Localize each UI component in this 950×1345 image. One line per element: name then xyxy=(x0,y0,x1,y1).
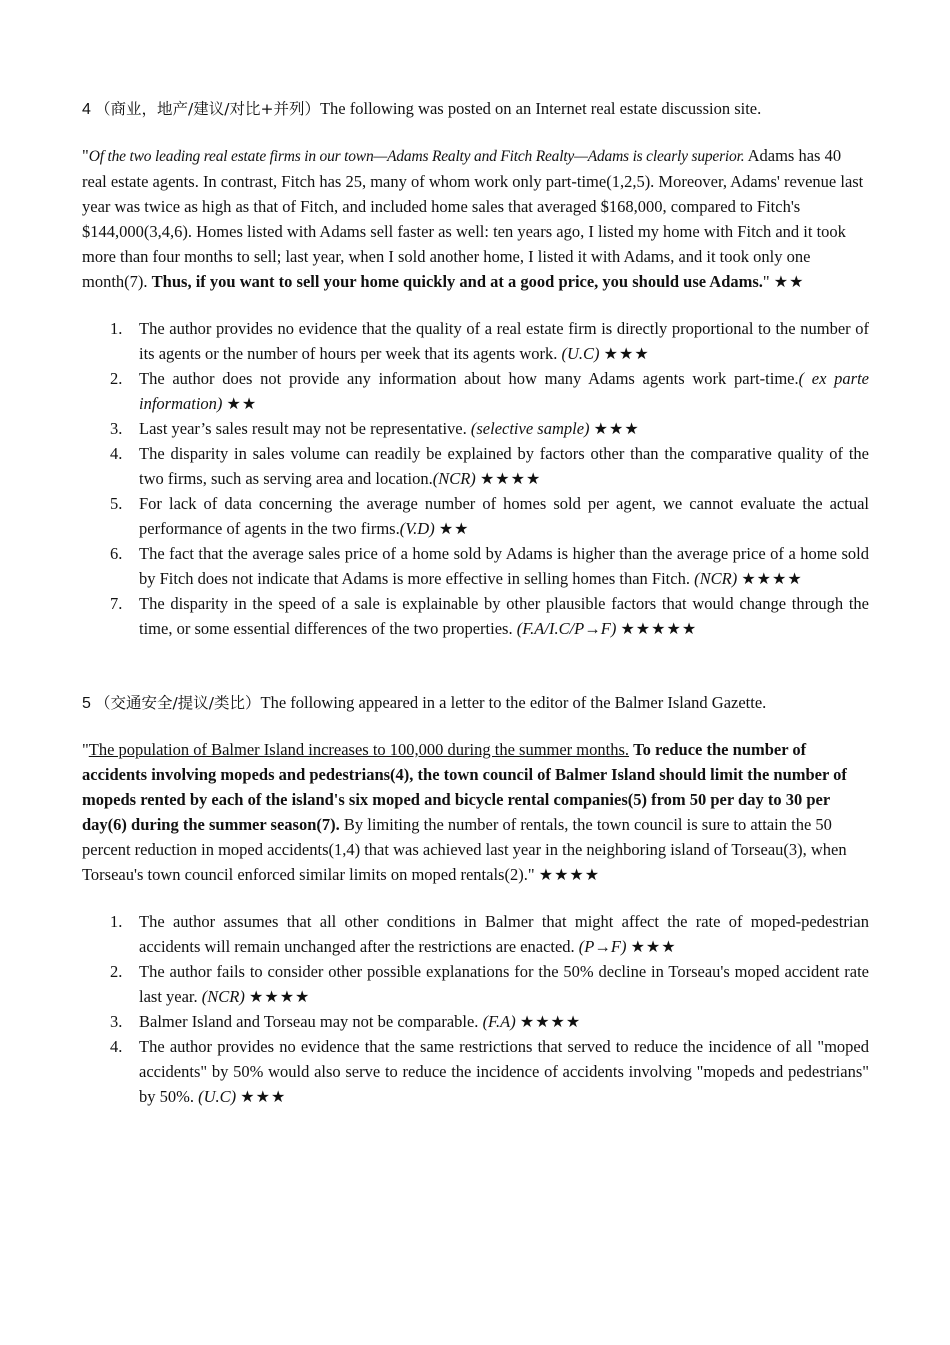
item-tag: (selective sample) xyxy=(470,419,590,438)
section-number: 5 xyxy=(82,695,91,712)
item-text: The author assumes that all other conditions in Balmer that might affect the rate of moped-pedestrian accidents will remain unchanged after the restrictions are enacted. xyxy=(139,912,869,956)
section-5-heading xyxy=(82,690,869,716)
item-number: 1. xyxy=(110,319,123,338)
item-stars: ★★★★★ xyxy=(620,619,698,638)
document-page xyxy=(82,96,869,1109)
list-item xyxy=(82,1034,869,1109)
open-quote: " xyxy=(82,146,89,165)
close-quote: " xyxy=(762,272,770,291)
item-tag: (V.D) xyxy=(399,519,435,538)
item-text: The author fails to consider other possible explanations for the 50% decline in Torseau's moped accident rate last year. xyxy=(139,962,869,1006)
passage-body: Adams has 40 real estate agents. In contrast, Fitch has 25, many of whom work only part-time(1,2,5). Moreover, Adams' revenue last year was twice as high as that of Fitch, and included home sales that averaged $168,000, compared to Fitch's $144,000(3,4,6). Homes listed with Adams sell faster as well: ten years ago, I listed my home with Fitch and it took more than four months to sell; last year, when I sold another home, I listed it with Adams, and it took only one month(7). xyxy=(82,146,864,291)
list-item xyxy=(82,1009,869,1034)
passage-conclusion: Thus, if you want to sell your home quickly and at a good price, you should use Adams. xyxy=(151,272,763,291)
item-tag: (P→F) xyxy=(578,937,627,956)
item-text: The disparity in the speed of a sale is explainable by other plausible factors that would change through the time, or some essential differences of the two properties. xyxy=(139,594,869,638)
item-stars: ★★★ xyxy=(240,1087,287,1106)
item-text: For lack of data concerning the average number of homes sold per agent, we cannot evaluate the actual performance of agents in the two firms. xyxy=(139,494,869,538)
section-intro: The following appeared in a letter to the editor of the Balmer Island Gazette. xyxy=(260,693,767,712)
item-text: The author does not provide any information about how many Adams agents work part-time. xyxy=(139,369,799,388)
item-text: The author provides no evidence that the same restrictions that served to reduce the incidence of all "moped accidents" by 50% would also serve to reduce the incidence of accidents involving "mopeds and pedestrians" by 50%. xyxy=(139,1037,869,1106)
list-item xyxy=(82,491,869,541)
item-number: 4. xyxy=(110,444,123,463)
item-tag: (NCR) xyxy=(432,469,476,488)
item-number: 7. xyxy=(110,594,123,613)
list-item xyxy=(82,909,869,959)
rating-stars: ★★★★ xyxy=(538,865,601,884)
item-tag: (NCR) xyxy=(694,569,738,588)
item-tag: ( ex parte information) xyxy=(139,369,869,413)
item-number: 6. xyxy=(110,544,123,563)
passage-premise: The population of Balmer Island increases to 100,000 during the summer months. xyxy=(88,740,630,759)
item-number: 3. xyxy=(110,419,123,438)
item-tag: (U.C) xyxy=(198,1087,237,1106)
section-intro: The following was posted on an Internet real estate discussion site. xyxy=(319,99,762,118)
flaw-list xyxy=(82,316,869,641)
section-4-heading xyxy=(82,96,869,122)
section-number: 4 xyxy=(82,101,91,118)
list-item xyxy=(82,441,869,491)
list-item xyxy=(82,416,869,441)
section-tags: （商业，地产/建议/对比+并列） xyxy=(95,100,320,118)
item-tag: (U.C) xyxy=(561,344,600,363)
item-tag: (NCR) xyxy=(201,987,245,1006)
item-text: Last year’s sales result may not be representative. xyxy=(139,419,471,438)
item-tag: (F.A/I.C/P→F) xyxy=(516,619,617,638)
item-number: 5. xyxy=(110,494,123,513)
item-text: The disparity in sales volume can readily be explained by factors other than the comparative quality of the two firms, such as serving area and location. xyxy=(139,444,869,488)
item-stars: ★★★ xyxy=(630,937,677,956)
item-text: The fact that the average sales price of a home sold by Adams is higher than the average price of a home sold by Fitch does not indicate that Adams is more effective in selling homes than Fitch. xyxy=(139,544,869,588)
section-5 xyxy=(82,690,869,1109)
item-number: 3. xyxy=(110,1012,123,1031)
item-number: 2. xyxy=(110,962,123,981)
list-item xyxy=(82,591,869,641)
list-item xyxy=(82,366,869,416)
item-number: 1. xyxy=(110,912,123,931)
item-stars: ★★★★ xyxy=(249,987,311,1006)
item-stars: ★★★★ xyxy=(479,469,542,488)
item-stars: ★★★ xyxy=(593,419,640,438)
item-tag: (F.A) xyxy=(482,1012,516,1031)
item-stars: ★★★ xyxy=(603,344,650,363)
passage-body: By limiting the number of rentals, the town council is sure to attain the 50 percent reduction in moped accidents(1,4) that was achieved last year in the neighboring island of Torseau(3), when Torseau's town council enforced similar limits on moped rentals(2). xyxy=(82,815,847,884)
list-item xyxy=(82,959,869,1009)
item-stars: ★★★★ xyxy=(741,569,803,588)
argument-passage xyxy=(82,143,869,294)
argument-passage xyxy=(82,737,869,887)
close-quote: " xyxy=(527,865,535,884)
item-stars: ★★ xyxy=(226,394,258,413)
passage-lead: Of the two leading real estate firms in our town—Adams Realty and Fitch Realty—Adams is clearly superior. xyxy=(88,148,745,165)
item-stars: ★★ xyxy=(438,519,470,538)
item-text: The author provides no evidence that the quality of a real estate firm is directly proportional to the number of its agents or the number of hours per week that its agents work. xyxy=(139,319,869,363)
item-number: 2. xyxy=(110,369,123,388)
flaw-list xyxy=(82,909,869,1109)
rating-stars: ★★ xyxy=(773,272,805,291)
passage-claim: To reduce the number of accidents involving mopeds and pedestrians(4), the town council of Balmer Island should limit the number of mopeds rented by each of the island's six moped and bicycle rental companies(5) from 50 per day to 30 per day(6) during the summer season(7). xyxy=(82,740,847,834)
list-item xyxy=(82,541,869,591)
section-4 xyxy=(82,96,869,641)
item-stars: ★★★★ xyxy=(519,1012,582,1031)
section-tags: （交通安全/提议/类比） xyxy=(95,694,261,712)
item-text: Balmer Island and Torseau may not be comparable. xyxy=(139,1012,483,1031)
item-number: 4. xyxy=(110,1037,123,1056)
list-item xyxy=(82,316,869,366)
open-quote: " xyxy=(82,740,89,759)
